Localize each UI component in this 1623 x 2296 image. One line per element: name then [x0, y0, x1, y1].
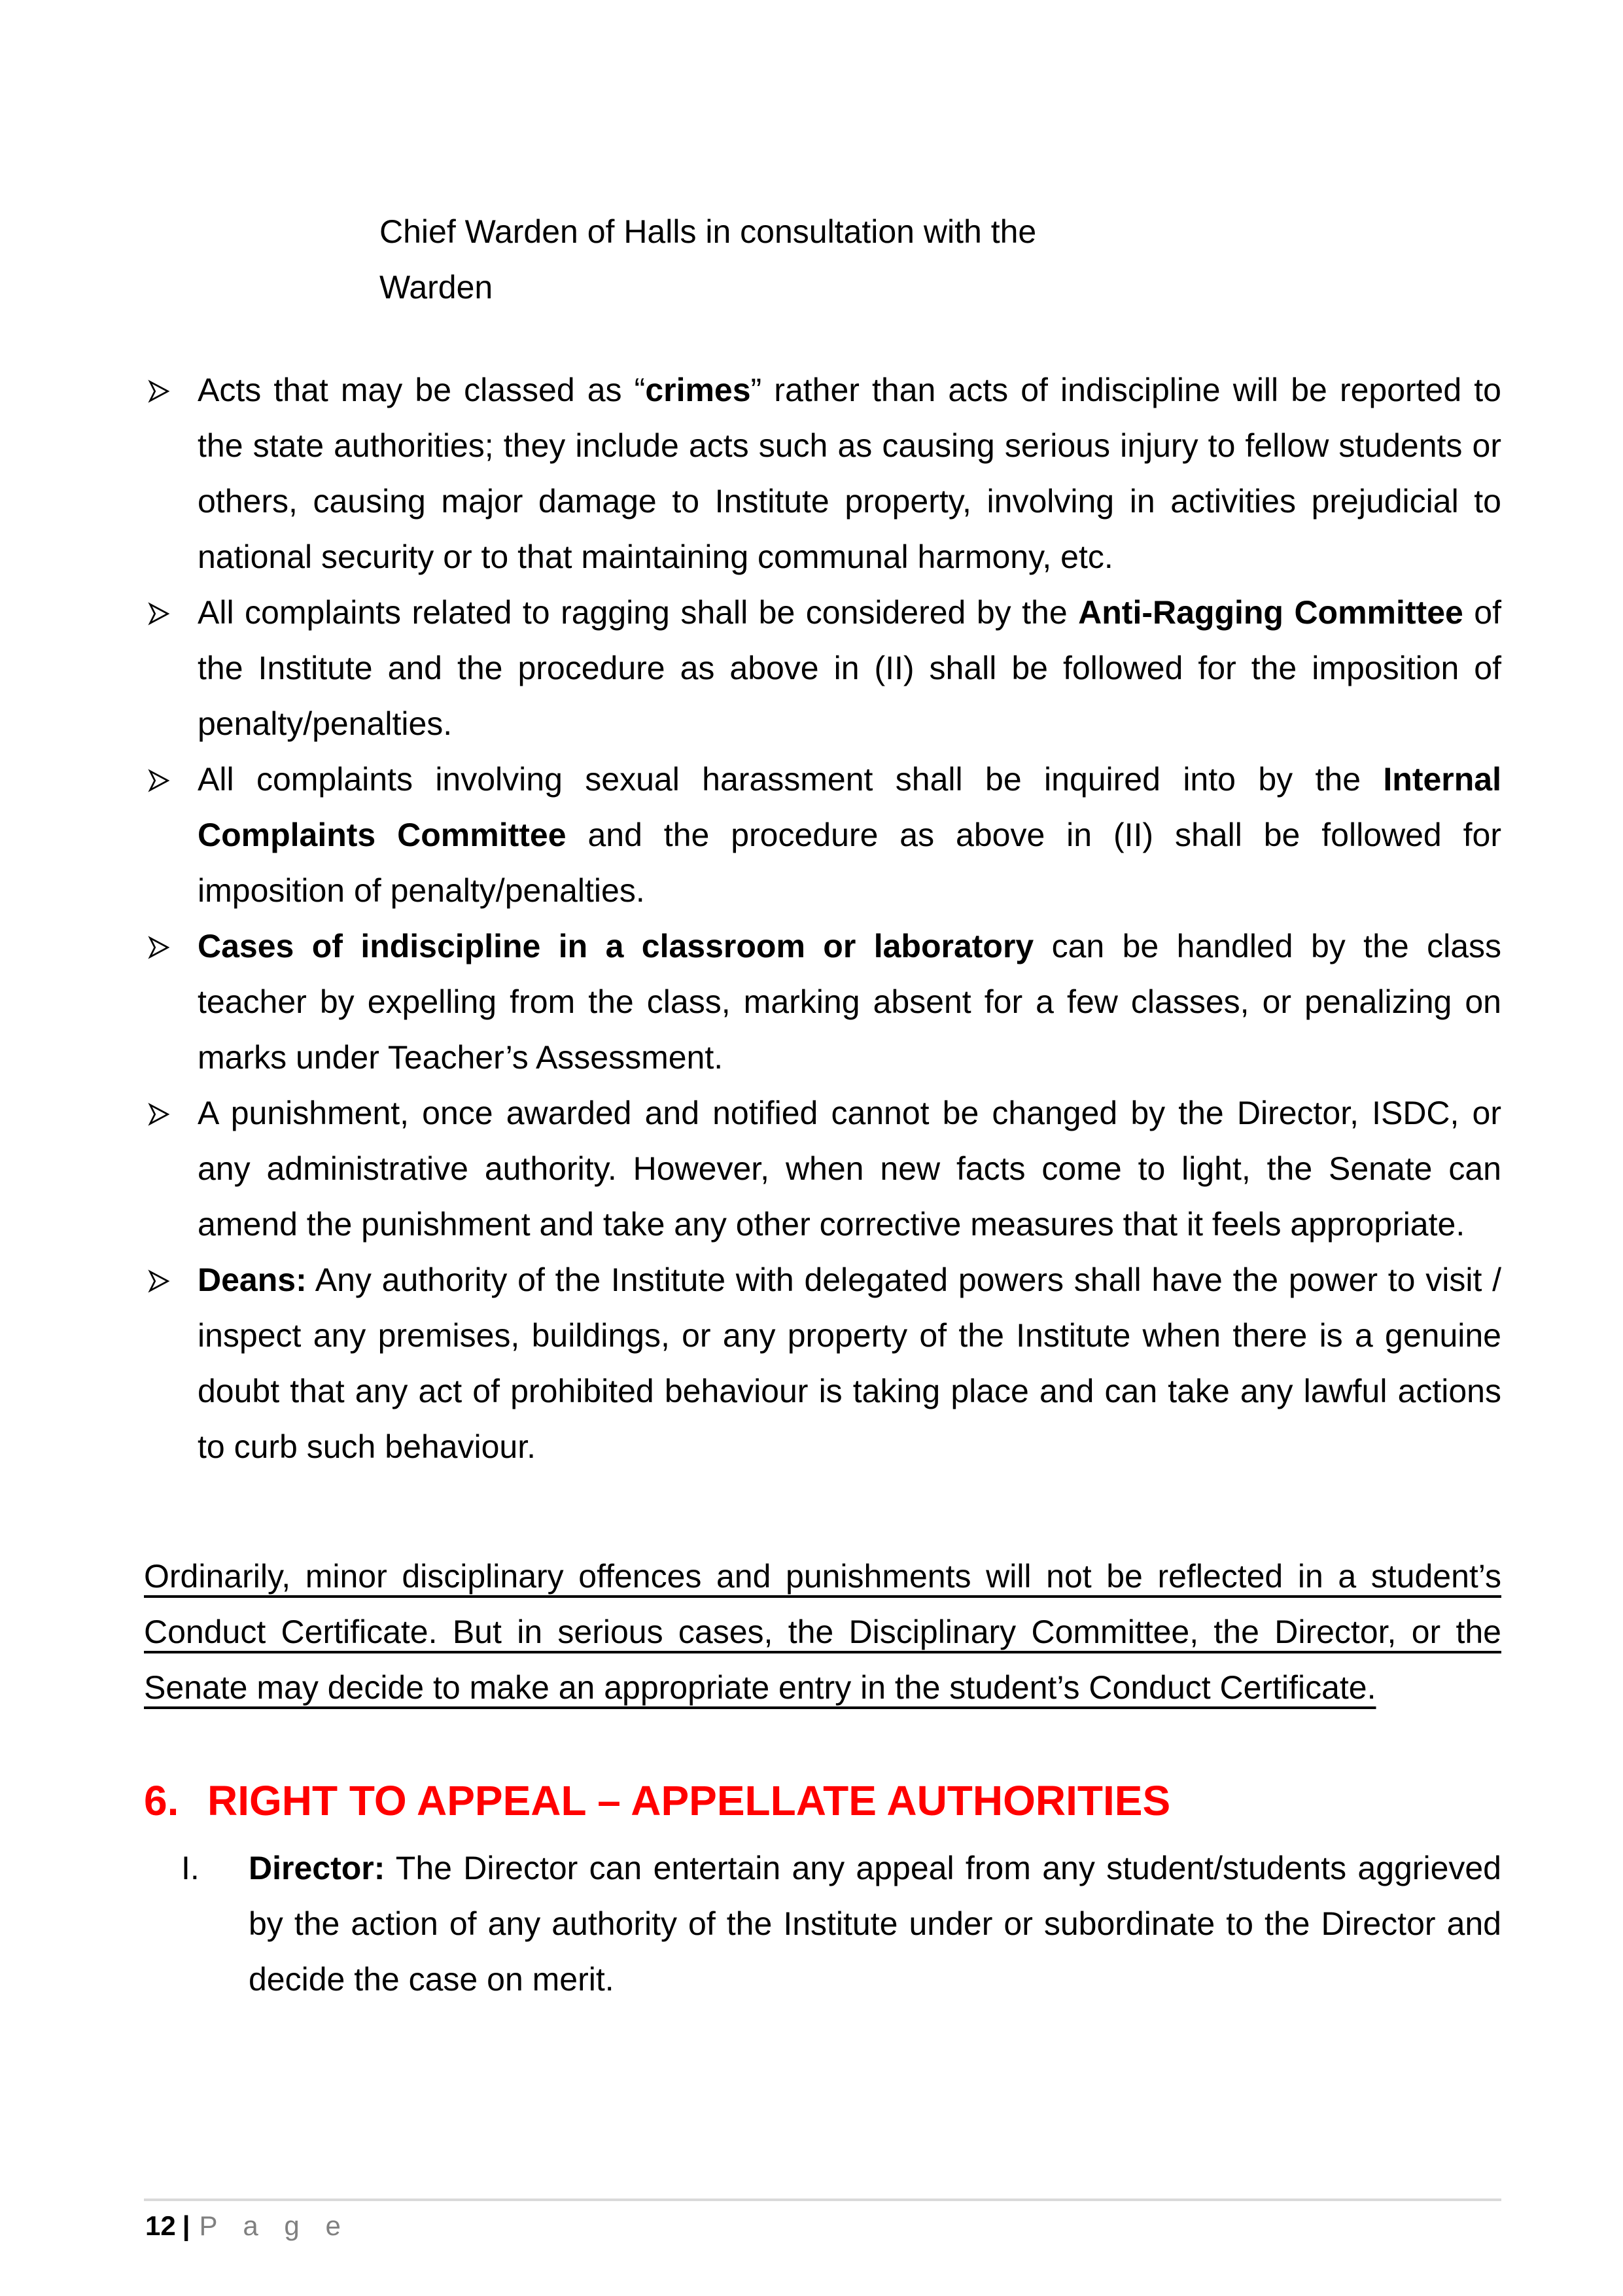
bullet-item-classroom-indiscipline — [144, 919, 1501, 1086]
bullet-text-post: can be handled by the class teacher by expelling from the class, marking absent for a few classes, or penalizing on marks under Teacher’s Assessment. — [198, 928, 1501, 1076]
bullet-text-bold: Internal Complaints Committee — [198, 761, 1501, 853]
bullet-arrow-icon — [148, 1103, 170, 1126]
bullet-text-bold: Deans: — [198, 1262, 307, 1298]
footer-separator: | — [182, 2210, 190, 2241]
bullet-arrow-icon — [148, 936, 170, 959]
bullet-text — [198, 594, 1501, 742]
bullet-text-bold: crimes — [645, 372, 751, 408]
bullet-text-pre: All complaints involving sexual harassment shall be inquired into by the — [198, 761, 1384, 798]
bullet-text-post: of the Institute and the procedure as above in (II) shall be followed for the imposition of penalty/penalties. — [198, 594, 1502, 742]
footer-page-label: P a g e — [199, 2210, 350, 2241]
bullet-text-post: Any authority of the Institute with delegated powers shall have the power to visit / inspect any premises, buildings, or any property of the Institute when there is a genuine doubt that any act of prohibited behaviour is taking place and can take any lawful actions to curb such behaviour. — [198, 1262, 1501, 1465]
bullet-text — [198, 928, 1501, 1076]
bullet-arrow-icon — [148, 769, 170, 792]
bullet-text-pre: All complaints related to ragging shall be considered by the — [198, 594, 1079, 631]
appeal-item-director — [144, 1841, 1501, 2007]
bullet-item-anti-ragging — [144, 585, 1501, 752]
appeal-item-lead: Director: — [249, 1850, 385, 1886]
bullet-arrow-icon — [148, 380, 170, 403]
conduct-certificate-note: Ordinarily, minor disciplinary offences and punishments will not be reflected in a student’s Conduct Certificate. But in serious cases, the Disciplinary Committee, the Director, or the Senate may decide to make an appropriate entry in the student’s Conduct Certificate. — [144, 1558, 1501, 1706]
bullet-text-bold: Anti-Ragging Committee — [1078, 594, 1463, 631]
bullet-arrow-icon — [148, 1269, 170, 1293]
bullet-text-pre: Acts that may be classed as “ — [198, 372, 646, 408]
bullet-item-crimes — [144, 362, 1501, 585]
bullet-text-pre: A punishment, once awarded and notified cannot be changed by the Director, ISDC, or any administrative authority. However, when new facts come to light, the Senate can amend the punishment and take any other corrective measures that it feels appropriate. — [198, 1095, 1501, 1243]
bullet-item-deans — [144, 1252, 1501, 1475]
section-heading — [144, 1775, 1170, 1827]
bullet-arrow-icon — [148, 602, 170, 626]
intro-line-1: Chief Warden of Halls in consultation with the — [379, 213, 1037, 250]
bullet-text — [198, 372, 1501, 575]
intro-continuation-text — [379, 204, 1036, 315]
bullet-text — [198, 1262, 1501, 1465]
appeal-list — [144, 1841, 1501, 2007]
section-title: RIGHT TO APPEAL – APPELLATE AUTHORITIES — [207, 1777, 1171, 1824]
section-number: 6. — [144, 1777, 179, 1824]
appeal-item-body: The Director can entertain any appeal from any student/students aggrieved by the action of any authority of the Institute under or subordinate to the Director and decide the case on merit. — [249, 1850, 1501, 1998]
bullet-text — [198, 1095, 1501, 1243]
bullet-text-bold: Cases of indiscipline in a classroom or laboratory — [198, 928, 1034, 964]
bullet-text — [198, 761, 1501, 909]
bullet-item-punishment-final — [144, 1086, 1501, 1252]
appeal-item-numeral: I. — [181, 1850, 200, 1886]
intro-line-2: Warden — [379, 269, 493, 306]
page-number: 12 — [145, 2210, 176, 2241]
footer-divider — [144, 2199, 1501, 2201]
discipline-bullet-list — [144, 362, 1501, 1475]
page-footer — [145, 2206, 350, 2246]
bullet-item-internal-complaints — [144, 752, 1501, 919]
appeal-item-text — [249, 1850, 1501, 1998]
bullet-text-post: ” rather than acts of indiscipline will be reported to the state authorities; they include acts such as causing serious injury to fellow students or others, causing major damage to Institute property, involving in activities prejudicial to national security or to that maintaining communal harmony, etc. — [198, 372, 1501, 575]
bullet-text-post: and the procedure as above in (II) shall be followed for imposition of penalty/penalties. — [198, 817, 1501, 909]
